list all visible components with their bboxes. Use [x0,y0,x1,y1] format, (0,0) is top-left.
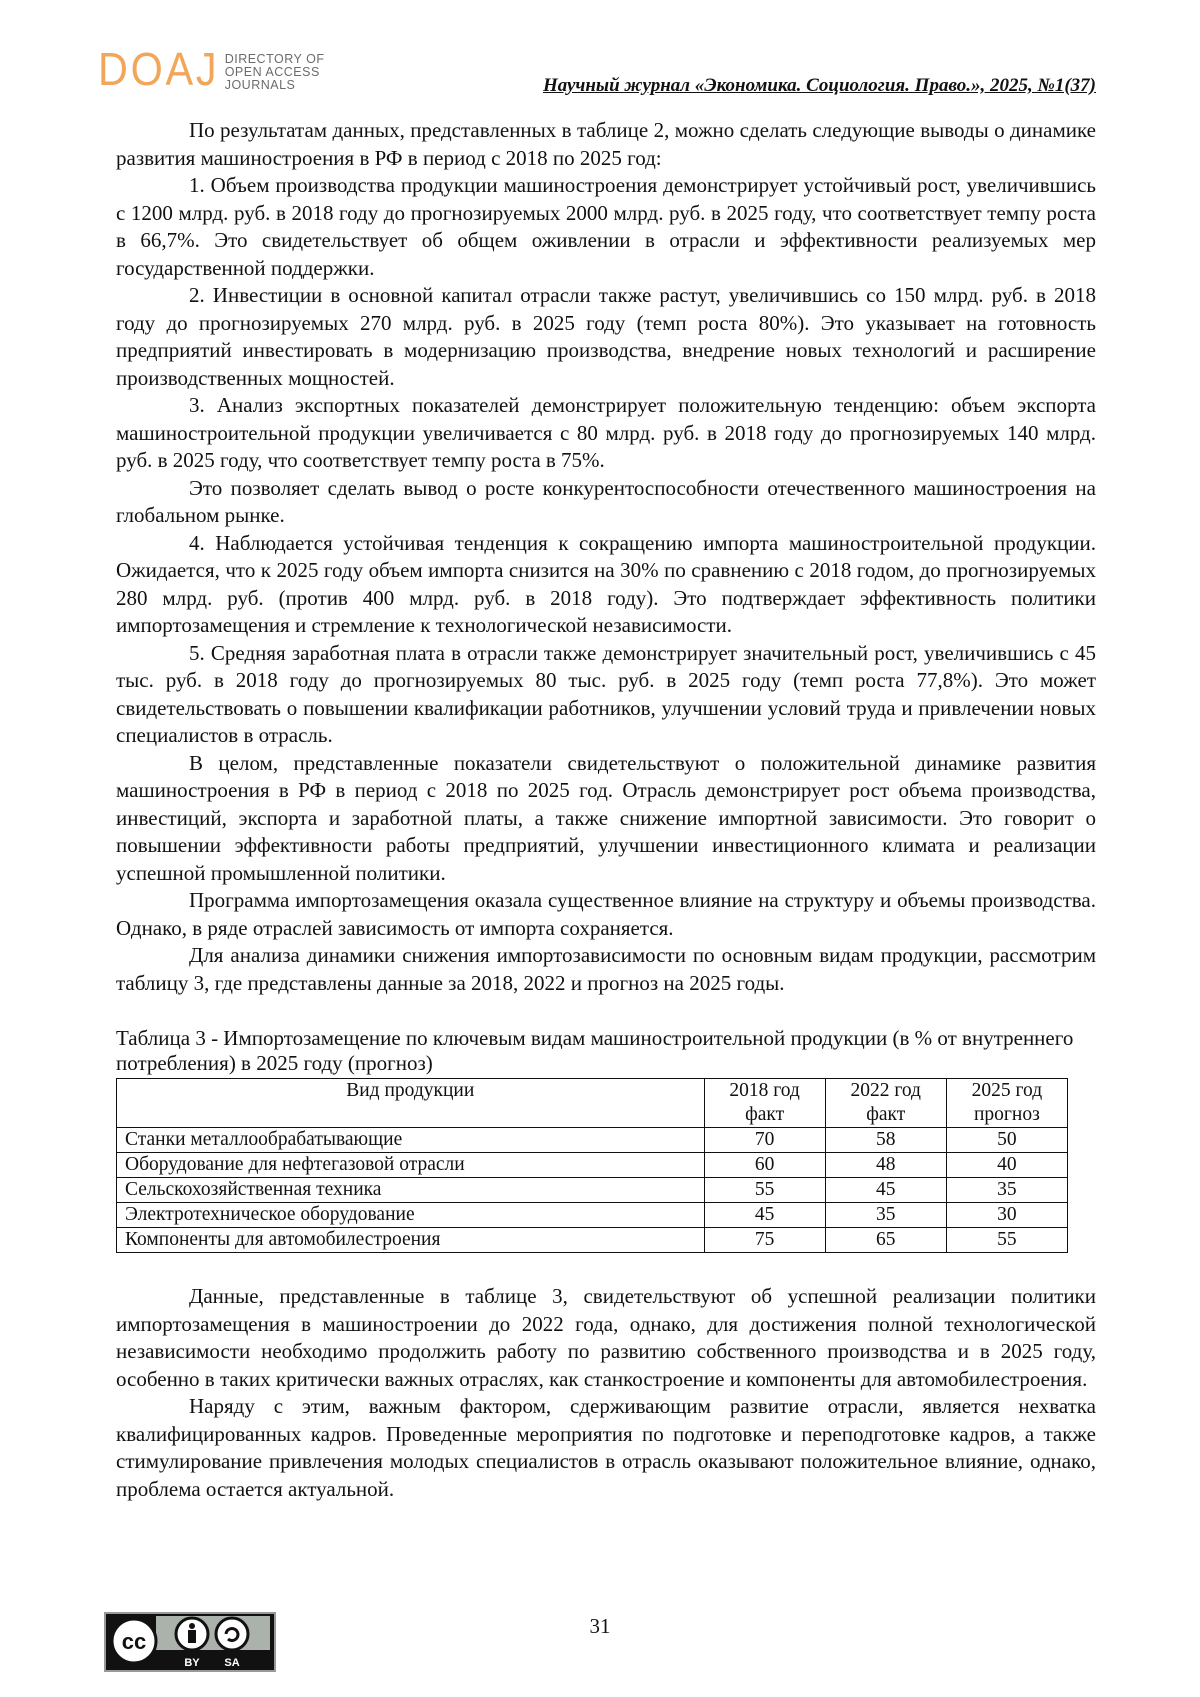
table-cell: Оборудование для нефтегазовой отрасли [117,1153,705,1178]
table-cell: 45 [825,1178,946,1203]
table-cell: 50 [946,1128,1067,1153]
svg-text:cc: cc [121,1629,147,1654]
table-header-row [117,1079,1068,1128]
table-row [117,1228,1068,1253]
table-header-cell: 2022 год факт [825,1079,946,1128]
table-cell: 70 [704,1128,825,1153]
page-header [0,0,1200,110]
logo-subtitle [225,53,325,92]
table-cell: 60 [704,1153,825,1178]
paragraph: Наряду с этим, важным фактором, сдерживающим развитие отрасли, является нехватка квалифицированных кадров. Проведенные мероприятия по подготовке и переподготовке кадров, а также стимулирование привлечения молодых специалистов в отрасль оказывают положительное влияние, однако, проблема остается актуальной. [116,1394,1096,1501]
paragraph: Программа импортозамещения оказала существенное влияние на структуру и объемы производства. Однако, в ряде отраслей зависимость от импорта сохраняется. [116,888,1096,940]
table-cell: 65 [825,1228,946,1253]
paragraph: 1. Объем производства продукции машиностроения демонстрирует устойчивый рост, увеличившись с 1200 млрд. руб. в 2018 году до прогнозируемых 2000 млрд. руб. в 2025 году, что соответствует темпу роста в 66,7%. Это свидетельствует об общем оживлении в отрасли и эффективности реализуемых мер государственной поддержки. [116,173,1096,280]
import-substitution-table [116,1078,1068,1253]
table-row [117,1178,1068,1203]
table-cell: 58 [825,1128,946,1153]
table-cell: 45 [704,1203,825,1228]
table-cell: 40 [946,1153,1067,1178]
paragraph: Данные, представленные в таблице 3, свидетельствуют об успешной реализации политики импортозамещения в машиностроении до 2022 года, однако, для достижения полной технологической независимости необходимо продолжить работу по развитию собственного производства и в 2025 году, особенно в таких критически важных отраслях, как станкостроение и компоненты для автомобилестроения. [116,1284,1096,1391]
table-caption: Таблица 3 - Импортозамещение по ключевым видам машиностроительной продукции (в % от внутреннего потребления) в 2025 году (прогноз) [116,1026,1074,1075]
table-row [117,1128,1068,1153]
paragraph: Для анализа динамики снижения импортозависимости по основным видам продукции, рассмотрим таблицу 3, где представлены данные за 2018, 2022 и прогноз на 2025 годы. [116,943,1096,995]
license-label: SA [224,1657,240,1669]
table-cell: Электротехническое оборудование [117,1203,705,1228]
paragraph: 3. Анализ экспортных показателей демонстрирует положительную тенденцию: объем экспорта машиностроительной продукции увеличивается с 80 млрд. руб. в 2018 году до прогнозируемых 140 млрд. руб. в 2025 году, что соответствует темпу роста в 75%. [116,393,1096,472]
article-body [116,117,1096,1503]
table-cell: Станки металлообрабатывающие [117,1128,705,1153]
journal-title: Научный журнал «Экономика. Социология. Право.», 2025, №1(37) [542,75,1096,96]
table-cell: 35 [946,1178,1067,1203]
license-label: BY [184,1657,200,1669]
logo-word: DOAJ [98,43,220,95]
table-cell: Сельскохозяйственная техника [117,1178,705,1203]
table-cell: 75 [704,1228,825,1253]
table-header-cell: 2025 год прогноз [946,1079,1067,1128]
logo-sub-line: JOURNALS [224,78,296,92]
table-cell: Компоненты для автомобилестроения [117,1228,705,1253]
table-header-cell: Вид продукции [117,1079,705,1128]
table-cell: 48 [825,1153,946,1178]
table-cell: 55 [946,1228,1067,1253]
table-cell: 55 [704,1178,825,1203]
paragraph: 5. Средняя заработная плата в отрасли также демонстрирует значительный рост, увеличившись с 45 тыс. руб. в 2018 году до прогнозируемых 80 тыс. руб. в 2025 году (темп роста 77,8%). Это может свидетельствовать о повышении квалификации работников, улучшении условий труда и привлечении новых специалистов в отрасль. [116,640,1096,747]
table-row [117,1153,1068,1178]
table-cell: 35 [825,1203,946,1228]
paragraph: 4. Наблюдается устойчивая тенденция к сокращению импорта машиностроительной продукции. Ожидается, что к 2025 году объем импорта снизится на 30% по сравнению с 2018 годом, до прогнозируемых 280 млрд. руб. (против 400 млрд. руб. в 2018 году). Это подтверждает эффективность политики импортозамещения и стремление к технологической независимости. [116,530,1096,637]
paragraph: Это позволяет сделать вывод о росте конкурентоспособности отечественного машиностроения на глобальном рынке. [116,475,1096,527]
table-cell: 30 [946,1203,1067,1228]
doaj-logo [98,43,325,95]
logo-sub-line: OPEN ACCESS [224,65,320,79]
page-number: 31 [589,1614,611,1638]
paragraph: По результатам данных, представленных в таблице 2, можно сделать следующие выводы о динамике развития машиностроения в РФ в период с 2018 по 2025 год: [116,118,1096,170]
paragraph: В целом, представленные показатели свидетельствуют о положительной динамике развития машиностроения в РФ в период с 2018 по 2025 год. Отрасль демонстрирует рост объема производства, инвестиций, экспорта и заработной платы, а также снижение импортной зависимости. Это говорит о повышении эффективности работы предприятий, улучшении инвестиционного климата и реализации успешной промышленной политики. [116,750,1096,885]
table-row [117,1203,1068,1228]
logo-sub-line: DIRECTORY OF [224,52,325,66]
table-header-cell: 2018 год факт [704,1079,825,1128]
paragraph: 2. Инвестиции в основной капитал отрасли также растут, увеличившись со 150 млрд. руб. в 2018 году до прогнозируемых 270 млрд. руб. в 2025 году (темп роста 80%). Это указывает на готовность предприятий инвестировать в модернизацию производства, внедрение новых технологий и расширение производственных мощностей. [116,283,1096,390]
